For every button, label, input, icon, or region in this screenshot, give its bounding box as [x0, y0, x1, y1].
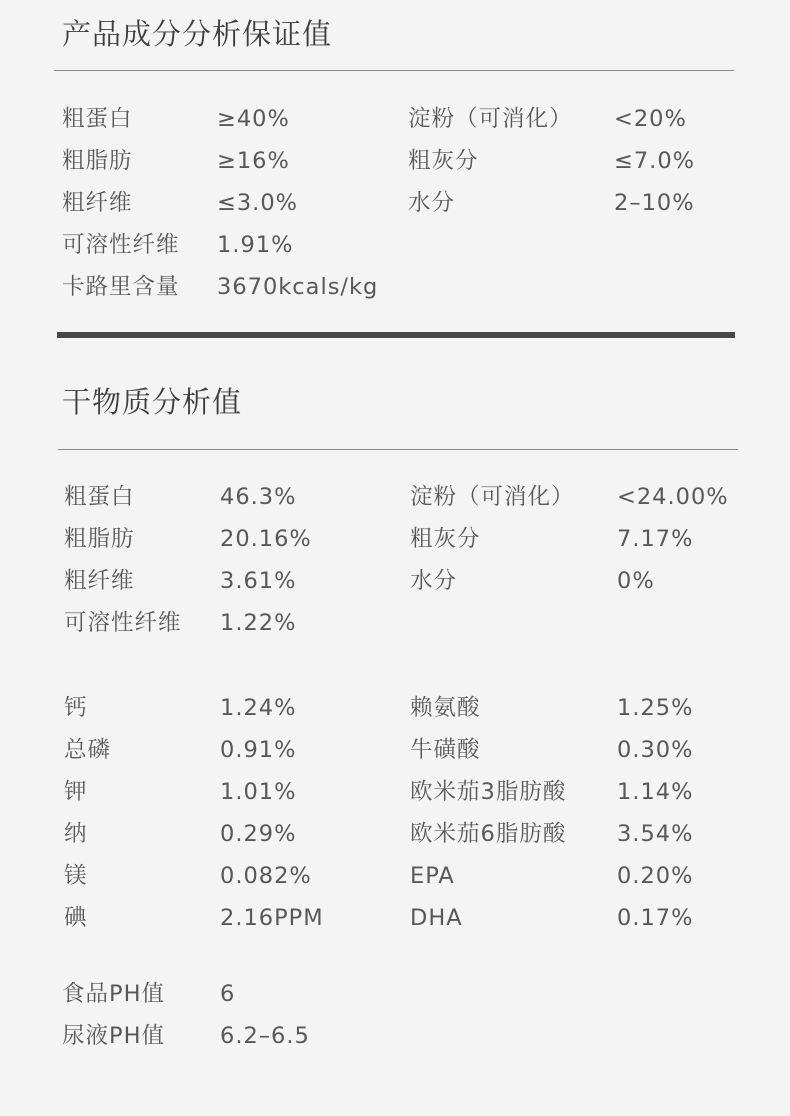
value: ≥40% [217, 106, 290, 132]
label: 水分 [410, 568, 458, 594]
value: 0% [617, 568, 655, 594]
label: 粗纤维 [62, 190, 133, 216]
value: 0.17% [617, 905, 694, 931]
value: 7.17% [617, 526, 694, 552]
label: 可溶性纤维 [62, 232, 180, 258]
value: 2.16PPM [220, 905, 324, 931]
label: 粗灰分 [408, 148, 479, 174]
value: ≤7.0% [614, 148, 696, 174]
label: 卡路里含量 [62, 274, 180, 300]
value: 1.25% [617, 695, 694, 721]
value: 46.3% [220, 484, 297, 510]
label: 粗蛋白 [62, 106, 133, 132]
value: 0.30% [617, 737, 694, 763]
value: 0.91% [220, 737, 297, 763]
label: 镁 [64, 863, 88, 889]
value: 0.29% [220, 821, 297, 847]
value: ≥16% [217, 148, 290, 174]
label: 淀粉（可消化） [408, 106, 573, 132]
label: DHA [410, 905, 463, 931]
label: 钙 [64, 695, 88, 721]
label: 水分 [408, 190, 456, 216]
value: 6.2–6.5 [220, 1023, 310, 1049]
section-separator [57, 332, 735, 338]
label: 欧米茄6脂肪酸 [410, 821, 567, 847]
label: 总磷 [64, 737, 112, 763]
value: <20% [614, 106, 687, 132]
value: 20.16% [220, 526, 312, 552]
label: 淀粉（可消化） [410, 484, 575, 510]
value: 3.61% [220, 568, 297, 594]
value: <24.00% [617, 484, 729, 510]
label: 牛磺酸 [410, 737, 481, 763]
value: ≤3.0% [217, 190, 299, 216]
value: 1.14% [617, 779, 694, 805]
label: 食品PH值 [62, 981, 165, 1007]
label: 纳 [64, 821, 88, 847]
label: 赖氨酸 [410, 695, 481, 721]
section2-divider [58, 449, 738, 450]
value: 0.20% [617, 863, 694, 889]
label: 欧米茄3脂肪酸 [410, 779, 567, 805]
label: 粗纤维 [64, 568, 135, 594]
label: 粗蛋白 [64, 484, 135, 510]
label: 尿液PH值 [62, 1023, 165, 1049]
label: 钾 [64, 779, 88, 805]
section2-title: 干物质分析值 [62, 385, 243, 419]
value: 1.91% [217, 232, 294, 258]
value: 3.54% [617, 821, 694, 847]
section1-title: 产品成分分析保证值 [62, 17, 333, 51]
value: 1.01% [220, 779, 297, 805]
value: 6 [220, 981, 236, 1007]
label: EPA [410, 863, 455, 889]
label: 粗脂肪 [64, 526, 135, 552]
value: 0.082% [220, 863, 312, 889]
value: 3670kcals/kg [217, 274, 379, 300]
label: 粗灰分 [410, 526, 481, 552]
value: 1.22% [220, 610, 297, 636]
value: 2–10% [614, 190, 695, 216]
value: 1.24% [220, 695, 297, 721]
section1-divider [54, 70, 734, 71]
label: 碘 [64, 905, 88, 931]
label: 粗脂肪 [62, 148, 133, 174]
label: 可溶性纤维 [64, 610, 182, 636]
